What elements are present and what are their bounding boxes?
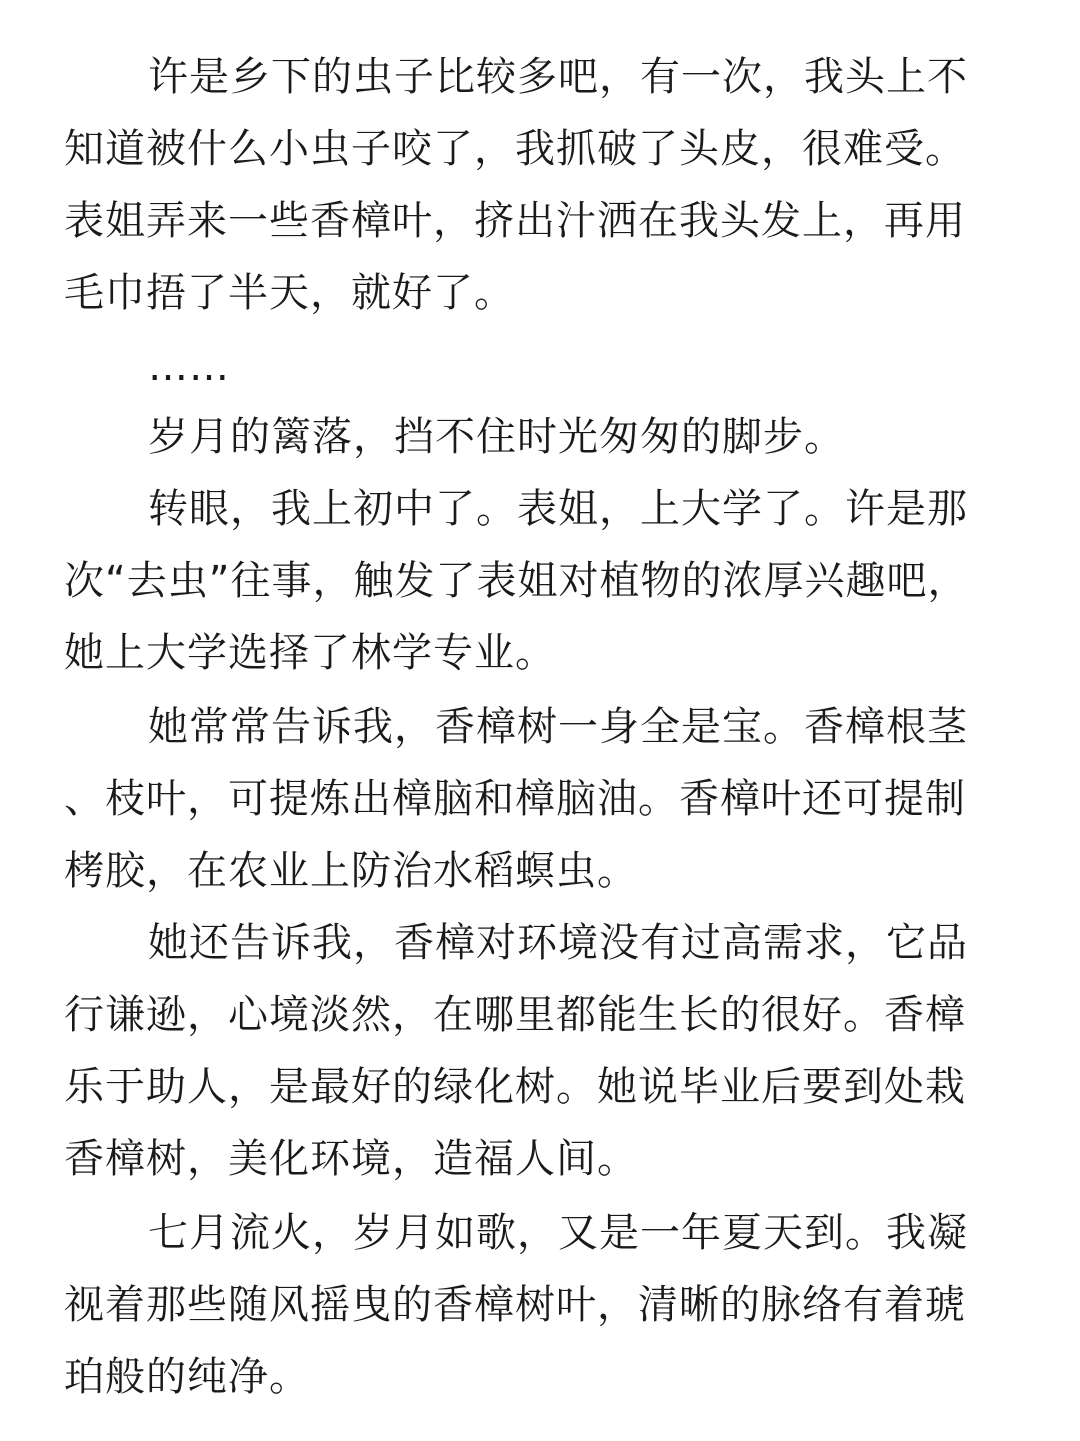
text-line: 转眼，我上初中了。表姐，上大学了。许是那 [148,486,968,532]
text-line: 栲胶，在农业上防治水稻螟虫。 [64,848,638,894]
text-line: 她常常告诉我，香樟树一身全是宝。香樟根茎 [148,704,968,750]
text-line: 岁月的篱落，挡不住时光匆匆的脚步。 [148,414,845,460]
text-line: 许是乡下的虫子比较多吧，有一次，我头上不 [148,54,968,100]
text-line: 香樟树，美化环境，造福人间。 [64,1136,638,1182]
ellipsis-line: …… [148,344,230,390]
text-line: 毛巾捂了半天，就好了。 [64,270,515,316]
text-line: 次“去虫”往事，触发了表姐对植物的浓厚兴趣吧， [64,558,969,604]
text-line: 、枝叶，可提炼出樟脑和樟脑油。香樟叶还可提制 [64,776,966,822]
text-line: 她上大学选择了林学专业。 [64,630,556,676]
text-line: 视着那些随风摇曳的香樟树叶，清晰的脉络有着琥 [64,1282,966,1328]
text-line: 七月流火，岁月如歌，又是一年夏天到。我凝 [148,1210,968,1256]
text-line: 行谦逊，心境淡然，在哪里都能生长的很好。香樟 [64,992,966,1038]
text-line: 她还告诉我，香樟对环境没有过高需求，它品 [148,920,968,966]
text-line: 知道被什么小虫子咬了，我抓破了头皮，很难受。 [64,126,966,172]
text-line: 表姐弄来一些香樟叶，挤出汁洒在我头发上，再用 [64,198,966,244]
text-line: 珀般的纯净。 [64,1354,310,1400]
text-line: 乐于助人，是最好的绿化树。她说毕业后要到处栽 [64,1064,966,1110]
